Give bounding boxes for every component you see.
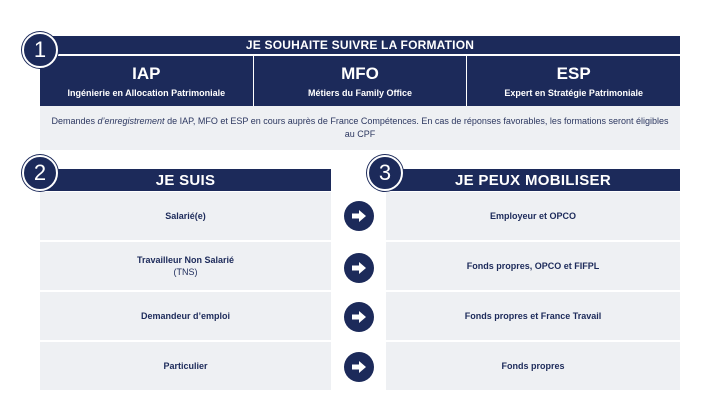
registration-note [40,106,680,150]
funding-france-travail [386,292,680,340]
situation-tns [40,242,331,290]
mobiliser-title: JE PEUX MOBILISER [386,169,680,191]
situation-sub: (TNS) [173,267,198,277]
step-1-badge: 1 [22,32,58,68]
arrow-right-icon [344,253,374,283]
funding-fonds-propres [386,342,680,390]
formation-mfo [253,56,467,106]
formation-name: Ingénierie en Allocation Patrimoniale [67,87,226,98]
formation-name: Expert en Stratégie Patrimoniale [504,87,643,98]
arrow-right-icon [344,201,374,231]
situation-demandeur [40,292,331,340]
situation-particulier [40,342,331,390]
formation-iap [40,56,253,106]
funding-employeur [386,192,680,240]
formation-title: JE SOUHAITE SUIVRE LA FORMATION [40,36,680,54]
situation-label: Demandeur d’emploi [140,311,230,321]
funding-label: Employeur et OPCO [489,211,577,221]
situation-label: Salarié(e) [165,211,206,221]
arrow-right-icon [344,302,374,332]
je-suis-title: JE SUIS [40,169,331,191]
formations-row [40,56,680,106]
funding-fifpl [386,242,680,290]
situation-salarie [40,192,331,240]
formation-name: Métiers du Family Office [307,87,413,98]
note-text-italic: d’enregistrement [97,116,165,126]
formation-esp [466,56,680,106]
situation-label: Particulier [163,361,208,371]
arrow-right-icon [344,352,374,382]
note-text-start: Demandes [51,116,98,126]
situation-label: Travailleur Non Salarié [136,255,235,265]
note-text-end: de IAP, MFO et ESP en cours auprès de France Compétences. En cas de réponses favorables, les formations seront éligibles au CPF [164,116,669,139]
formation-code: IAP [132,63,161,83]
funding-label: Fonds propres [501,361,565,371]
funding-label: Fonds propres et France Travail [464,311,602,321]
funding-label: Fonds propres, OPCO et FIFPL [466,261,600,271]
step-3-badge: 3 [367,155,403,191]
formation-code: MFO [341,63,379,83]
formation-code: ESP [556,63,591,83]
step-2-badge: 2 [22,155,58,191]
